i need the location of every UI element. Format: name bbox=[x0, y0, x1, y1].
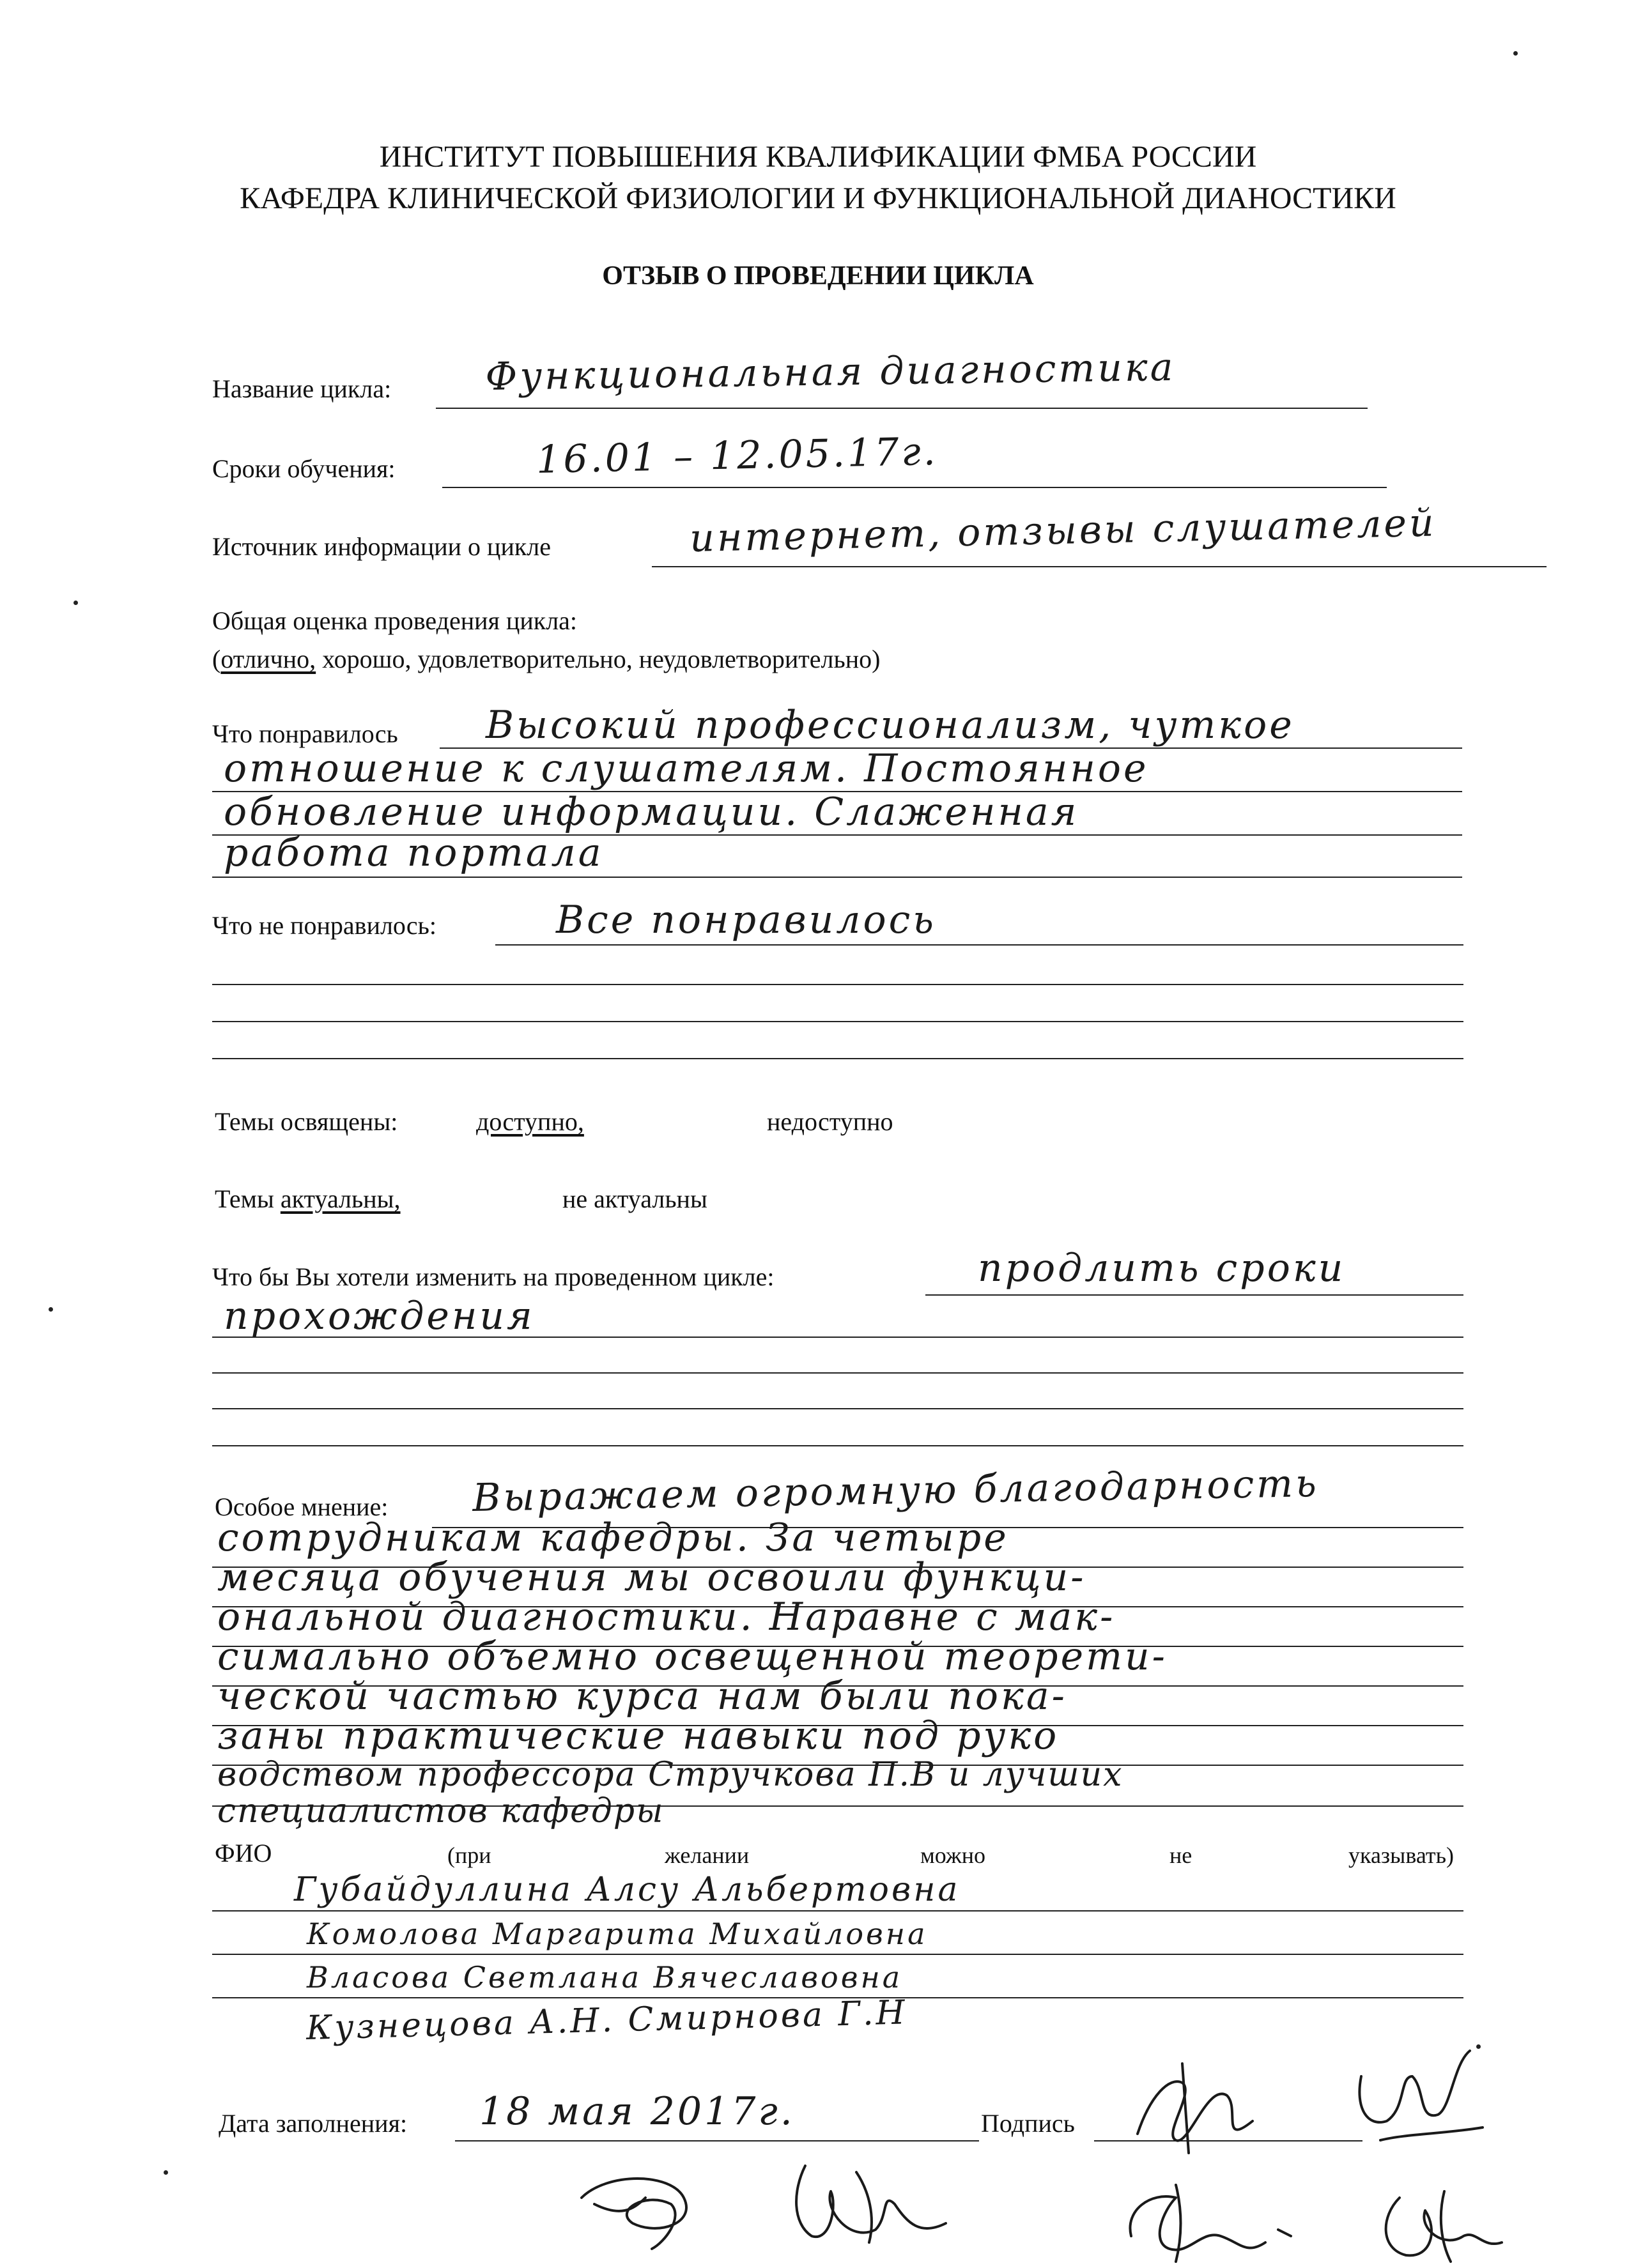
opinion-text-7: заны практические навыки под руко bbox=[217, 1713, 1060, 1758]
rating-other-options: хорошо, удовлетворительно, неудовлетворительно) bbox=[316, 645, 881, 673]
scan-speck bbox=[49, 1307, 53, 1312]
fio-note-word-4: не bbox=[1169, 1843, 1192, 1868]
study-period-value: 16.01 – 12.05.17г. bbox=[536, 429, 939, 482]
date-label: Дата заполнения: bbox=[219, 2109, 408, 2138]
overall-rating-label: Общая оценка проведения цикла: bbox=[212, 606, 578, 635]
fio-note-word-3: можно bbox=[920, 1843, 986, 1868]
disliked-label: Что не понравилось: bbox=[212, 911, 437, 940]
opinion-text-2: сотрудникам кафедры. За четыре bbox=[217, 1515, 1009, 1560]
liked-text-2: отношение к слушателям. Постоянное bbox=[224, 746, 1149, 791]
date-line bbox=[455, 2140, 979, 2142]
info-source-label: Источник информации о цикле bbox=[212, 532, 552, 561]
topics-relevant-prefix: Темы bbox=[215, 1184, 281, 1213]
change-label: Что бы Вы хотели изменить на проведенном цикле: bbox=[212, 1262, 775, 1291]
study-period-label: Сроки обучения: bbox=[212, 454, 396, 483]
form-title: ОТЗЫВ О ПРОВЕДЕНИИ ЦИКЛА bbox=[602, 261, 1034, 291]
cycle-name-line bbox=[436, 408, 1368, 409]
disliked-line-2 bbox=[212, 984, 1463, 985]
cycle-name-value: Функциональная диагностика bbox=[485, 344, 1176, 399]
fio-line-1 bbox=[212, 1910, 1463, 1912]
topics-relevant-other: не актуальны bbox=[562, 1184, 707, 1213]
topics-relevant-line bbox=[215, 1184, 401, 1214]
opinion-text-8: водством профессора Стручкова П.В и лучших bbox=[217, 1756, 1123, 1794]
liked-label: Что понравилось bbox=[212, 719, 398, 748]
opinion-text-1: Выражаем огромную благодарность bbox=[472, 1460, 1320, 1521]
scan-speck bbox=[73, 601, 78, 605]
disliked-line-1 bbox=[495, 944, 1463, 946]
topics-relevant-selected: актуальны, bbox=[280, 1184, 401, 1213]
topics-covered-other: недоступно bbox=[767, 1107, 893, 1136]
signature-mark-6 bbox=[1361, 2172, 1527, 2268]
fio-name-1: Губайдуллина Алсу Альбертовна bbox=[294, 1871, 961, 1909]
rating-open-paren: ( bbox=[212, 645, 221, 673]
change-line-3 bbox=[212, 1372, 1463, 1374]
topics-covered-selected: доступно, bbox=[476, 1107, 584, 1136]
liked-line-4 bbox=[212, 877, 1462, 878]
fio-note-word-2: желании bbox=[665, 1843, 750, 1868]
opinion-text-5: симально объемно освещенной теорети- bbox=[217, 1634, 1168, 1679]
institute-name: ИНСТИТУТ ПОВЫШЕНИЯ КВАЛИФИКАЦИИ ФМБА РОССИИ bbox=[379, 140, 1257, 174]
change-line-5 bbox=[212, 1445, 1463, 1446]
topics-covered-label: Темы освящены: bbox=[215, 1107, 398, 1136]
department-name: КАФЕДРА КЛИНИЧЕСКОЙ ФИЗИОЛОГИИ И ФУНКЦИОНАЛЬНОЙ ДИАНОСТИКИ bbox=[240, 181, 1396, 215]
change-text-2: прохождения bbox=[224, 1294, 535, 1338]
fio-name-4: Кузнецова А.Н. Смирнова Г.Н bbox=[305, 1993, 908, 2048]
fio-note-word-5: указывать) bbox=[1348, 1843, 1455, 1868]
liked-text-4: работа портала bbox=[224, 831, 604, 875]
opinion-text-6: ческой частью курса нам были пока- bbox=[217, 1674, 1067, 1719]
scan-speck bbox=[164, 2170, 168, 2175]
fio-name-3: Власова Светлана Вячеславовна bbox=[307, 1960, 903, 1995]
signature-mark-5 bbox=[1112, 2172, 1304, 2268]
overall-rating-options bbox=[212, 644, 880, 674]
liked-text-1: Высокий профессионализм, чуткое bbox=[486, 703, 1295, 747]
fio-name-2: Комолова Маргарита Михайловна bbox=[307, 1917, 928, 1951]
signature-mark-4 bbox=[780, 2153, 984, 2255]
signature-mark-2 bbox=[1342, 2038, 1495, 2147]
opinion-text-3: месяца обучения мы освоили функци- bbox=[217, 1555, 1086, 1600]
change-line-1 bbox=[925, 1294, 1463, 1296]
info-source-line bbox=[652, 566, 1547, 567]
signature-label: Подпись bbox=[981, 2109, 1075, 2138]
liked-text-3: обновление информации. Слаженная bbox=[224, 790, 1079, 834]
signature-mark-3 bbox=[569, 2166, 735, 2255]
special-opinion-label: Особое мнение: bbox=[215, 1492, 389, 1521]
opinion-text-4: ональной диагностики. Наравне с мак- bbox=[217, 1595, 1116, 1639]
scan-speck bbox=[1476, 2044, 1481, 2049]
scan-speck bbox=[1513, 51, 1518, 56]
date-value: 18 мая 2017г. bbox=[479, 2089, 795, 2134]
change-text-1: продлить сроки bbox=[978, 1246, 1346, 1291]
signature-mark-1 bbox=[1125, 2057, 1291, 2159]
rating-option-excellent-selected: отлично, bbox=[220, 645, 316, 673]
opinion-text-9: специалистов кафедры bbox=[217, 1792, 665, 1830]
disliked-line-3 bbox=[212, 1021, 1463, 1022]
study-period-line bbox=[442, 487, 1387, 488]
change-line-4 bbox=[212, 1408, 1463, 1409]
cycle-name-label: Название цикла: bbox=[212, 374, 392, 403]
fio-note-word-1: (при bbox=[447, 1843, 491, 1868]
disliked-line-4 bbox=[212, 1058, 1463, 1059]
fio-label: ФИО bbox=[215, 1839, 272, 1867]
disliked-value: Все понравилось bbox=[556, 898, 936, 942]
fio-line-2 bbox=[212, 1954, 1463, 1955]
info-source-value: интернет, отзывы слушателей bbox=[689, 500, 1437, 561]
